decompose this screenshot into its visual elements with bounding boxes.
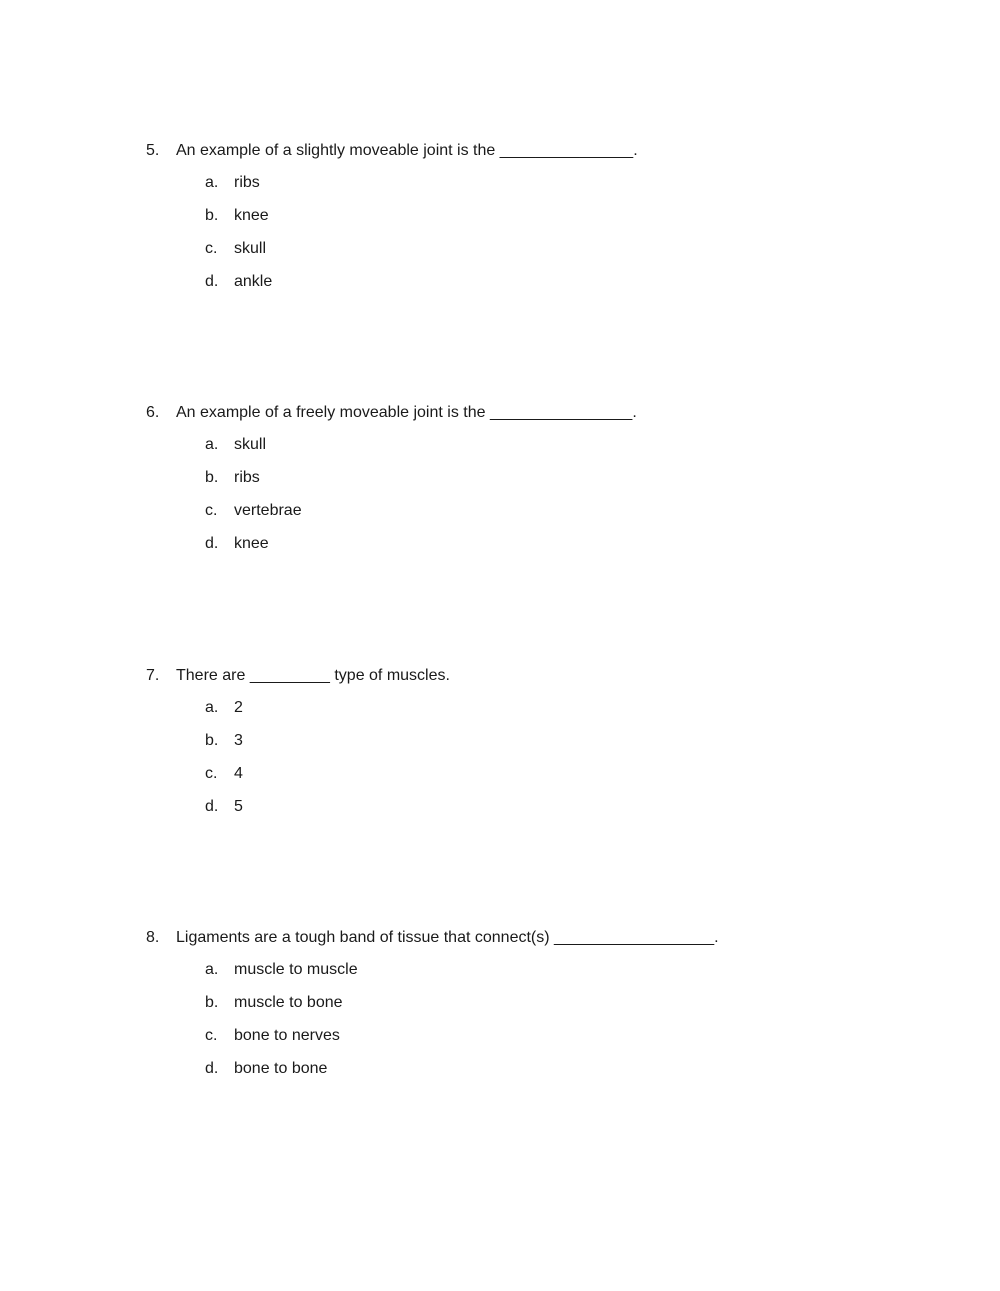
option-text: 4 (234, 765, 243, 782)
option-text: ribs (234, 174, 260, 191)
question-6-prompt (146, 402, 906, 424)
question-8-prompt (146, 927, 906, 949)
option-text: skull (234, 240, 267, 257)
option-letter: b. (205, 469, 219, 486)
question-7 (146, 665, 906, 815)
option-letter: c. (205, 765, 218, 782)
option-letter: b. (205, 207, 219, 224)
option-text: 2 (234, 699, 243, 716)
question-6 (146, 402, 906, 552)
option-letter: d. (205, 798, 219, 815)
option-text: bone to bone (234, 1060, 328, 1077)
option-text: knee (234, 535, 269, 552)
question-number: 6. (146, 404, 160, 421)
option-text: ribs (234, 469, 260, 486)
option-letter: d. (205, 1060, 219, 1077)
option-letter: b. (205, 732, 219, 749)
option-letter: d. (205, 535, 219, 552)
question-number: 7. (146, 667, 160, 684)
option-letter: a. (205, 699, 219, 716)
question-text: There are _________ type of muscles. (176, 667, 450, 684)
option-text: bone to nerves (234, 1027, 340, 1044)
question-text: Ligaments are a tough band of tissue that connect(s) __________________. (176, 929, 719, 946)
option-text: 3 (234, 732, 243, 749)
option-letter: a. (205, 174, 219, 191)
option-letter: b. (205, 994, 219, 1011)
option-text: 5 (234, 798, 243, 815)
question-text: An example of a freely moveable joint is the ________________. (176, 404, 637, 421)
option-text: muscle to muscle (234, 961, 358, 978)
option-letter: a. (205, 436, 219, 453)
question-5 (146, 140, 906, 290)
option-letter: c. (205, 502, 218, 519)
option-letter: a. (205, 961, 219, 978)
option-text: muscle to bone (234, 994, 343, 1011)
question-text: An example of a slightly moveable joint is the _______________. (176, 142, 638, 159)
option-text: vertebrae (234, 502, 302, 519)
option-letter: d. (205, 273, 219, 290)
option-text: skull (234, 436, 267, 453)
question-number: 5. (146, 142, 160, 159)
question-7-prompt (146, 665, 906, 687)
option-letter: c. (205, 1027, 218, 1044)
option-text: ankle (234, 273, 273, 290)
question-8 (146, 927, 906, 1077)
question-number: 8. (146, 929, 160, 946)
option-text: knee (234, 207, 269, 224)
question-5-prompt (146, 140, 906, 162)
option-letter: c. (205, 240, 218, 257)
